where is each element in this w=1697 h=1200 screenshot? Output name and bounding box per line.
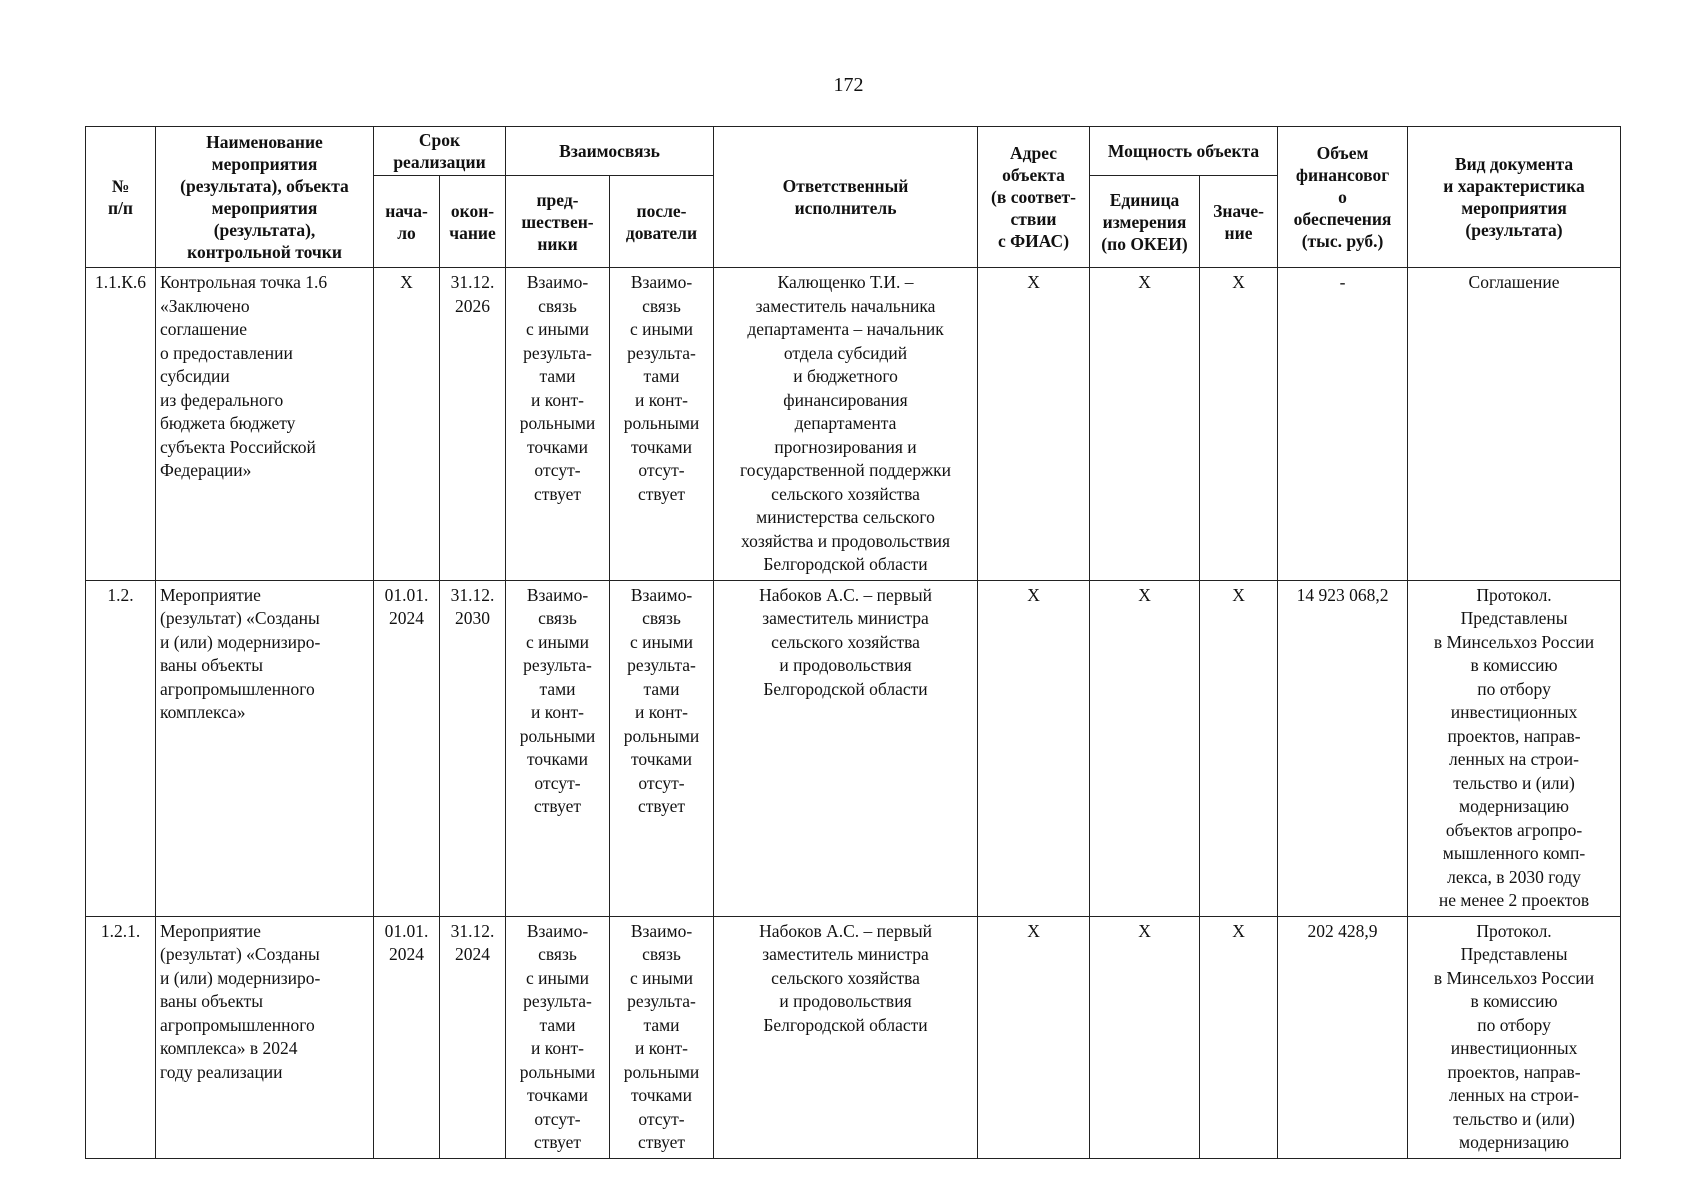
row-responsible: Набоков А.С. – первый заместитель министра сельского хозяйства и продовольствия Белгородской области xyxy=(714,580,978,916)
header-cap-value: Значе- ние xyxy=(1200,176,1278,268)
header-term-start: нача- ло xyxy=(374,176,440,268)
row-finance: 14 923 068,2 xyxy=(1278,580,1408,916)
row-value: Х xyxy=(1200,580,1278,916)
table-row xyxy=(86,916,1621,1158)
header-doc: Вид документа и характеристика мероприятия (результата) xyxy=(1408,127,1621,268)
row-unit: Х xyxy=(1090,580,1200,916)
row-name: Мероприятие (результат) «Созданы и (или) модернизиро- ваны объекты агропромышленного комплекса» в 2024 году реализации xyxy=(156,916,374,1158)
table-row xyxy=(86,268,1621,581)
header-responsible: Ответственный исполнитель xyxy=(714,127,978,268)
row-name: Контрольная точка 1.6 «Заключено соглашение о предоставлении субсидии из федерального бюджета бюджету субъекта Российской Федерации» xyxy=(156,268,374,581)
row-doc: Соглашение xyxy=(1408,268,1621,581)
row-doc: Протокол. Представлены в Минсельхоз России в комиссию по отбору инвестиционных проектов, направ- ленных на строи- тельство и (или) модернизацию объектов агропро- мышленного комп- лекса, в 2030 году не менее 2 проектов xyxy=(1408,580,1621,916)
plan-table xyxy=(85,126,1621,1159)
row-num: 1.1.К.6 xyxy=(86,268,156,581)
header-capacity: Мощность объекта xyxy=(1090,127,1278,176)
header-link: Взаимосвязь xyxy=(506,127,714,176)
row-responsible: Калющенко Т.И. – заместитель начальника департамента – начальник отдела субсидий и бюджетного финансирования департамента прогнозирования и государственной поддержки сельского хозяйства министерства сельского хозяйства и продовольствия Белгородской области xyxy=(714,268,978,581)
header-name: Наименование мероприятия (результата), объекта мероприятия (результата), контрольной точки xyxy=(156,127,374,268)
row-doc: Протокол. Представлены в Минсельхоз России в комиссию по отбору инвестиционных проектов, направ- ленных на строи- тельство и (или) модернизацию xyxy=(1408,916,1621,1158)
row-address: Х xyxy=(978,916,1090,1158)
header-cap-unit: Единица измерения (по ОКЕИ) xyxy=(1090,176,1200,268)
row-address: Х xyxy=(978,580,1090,916)
row-num: 1.2.1. xyxy=(86,916,156,1158)
row-end: 31.12. 2026 xyxy=(440,268,506,581)
row-pred: Взаимо- связь с иными результа- тами и конт- рольными точками отсут- ствует xyxy=(506,580,610,916)
row-start: 01.01. 2024 xyxy=(374,580,440,916)
header-link-pred: пред- шествен- ники xyxy=(506,176,610,268)
row-responsible: Набоков А.С. – первый заместитель министра сельского хозяйства и продовольствия Белгородской области xyxy=(714,916,978,1158)
row-value: Х xyxy=(1200,268,1278,581)
header-term: Срок реализации xyxy=(374,127,506,176)
row-pred: Взаимо- связь с иными результа- тами и конт- рольными точками отсут- ствует xyxy=(506,268,610,581)
row-start: 01.01. 2024 xyxy=(374,916,440,1158)
row-pred: Взаимо- связь с иными результа- тами и конт- рольными точками отсут- ствует xyxy=(506,916,610,1158)
row-next: Взаимо- связь с иными результа- тами и конт- рольными точками отсут- ствует xyxy=(610,580,714,916)
row-unit: Х xyxy=(1090,916,1200,1158)
row-finance: 202 428,9 xyxy=(1278,916,1408,1158)
row-end: 31.12. 2024 xyxy=(440,916,506,1158)
header-address: Адрес объекта (в соответ- ствии с ФИАС) xyxy=(978,127,1090,268)
row-next: Взаимо- связь с иными результа- тами и конт- рольными точками отсут- ствует xyxy=(610,268,714,581)
page-number: 172 xyxy=(833,74,864,96)
row-end: 31.12. 2030 xyxy=(440,580,506,916)
header-finance: Объем финансовог о обеспечения (тыс. руб.) xyxy=(1278,127,1408,268)
row-num: 1.2. xyxy=(86,580,156,916)
row-next: Взаимо- связь с иными результа- тами и конт- рольными точками отсут- ствует xyxy=(610,916,714,1158)
header-num: № п/п xyxy=(86,127,156,268)
row-value: Х xyxy=(1200,916,1278,1158)
table-row xyxy=(86,580,1621,916)
row-finance: - xyxy=(1278,268,1408,581)
header-term-end: окон- чание xyxy=(440,176,506,268)
header-row-top xyxy=(86,127,1621,176)
row-name: Мероприятие (результат) «Созданы и (или) модернизиро- ваны объекты агропромышленного комплекса» xyxy=(156,580,374,916)
header-link-next: после- дователи xyxy=(610,176,714,268)
row-unit: Х xyxy=(1090,268,1200,581)
row-start: Х xyxy=(374,268,440,581)
row-address: Х xyxy=(978,268,1090,581)
